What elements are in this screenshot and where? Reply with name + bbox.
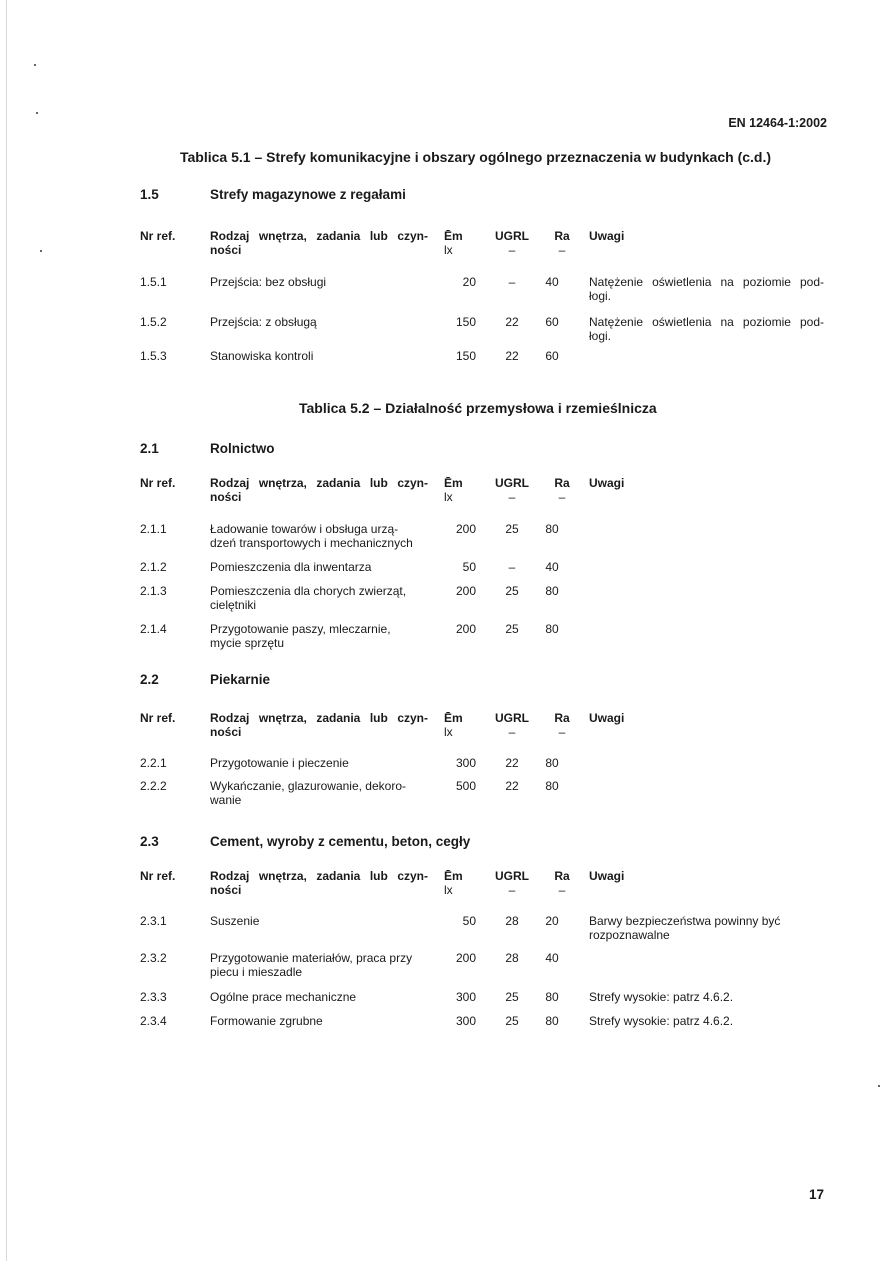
section-number: 2.2 <box>140 672 159 687</box>
row-ugr: 22 <box>505 756 519 770</box>
row-ugr: 22 <box>505 779 519 793</box>
row-ref: 2.3.4 <box>140 1014 167 1028</box>
col-header-em: Ēm lx <box>444 711 463 739</box>
col-header-ra: Ra – <box>554 711 570 739</box>
col-header-em: Ēm lx <box>444 476 463 504</box>
col-header-ugr: UGRL – <box>495 711 529 739</box>
row-ref: 1.5.3 <box>140 349 167 363</box>
section-title: Rolnictwo <box>210 441 275 456</box>
row-ra: 80 <box>545 990 559 1004</box>
row-ref: 2.1.1 <box>140 522 167 536</box>
row-em: 150 <box>455 315 476 329</box>
row-em: 300 <box>455 990 476 1004</box>
row-ref: 2.2.2 <box>140 779 167 793</box>
col-header-notes: Uwagi <box>589 476 625 490</box>
col-header-ra: Ra – <box>554 869 570 897</box>
row-area: Przygotowanie i pieczenie <box>210 756 349 770</box>
row-area: Pomieszczenia dla inwentarza <box>210 560 372 574</box>
col-header-notes: Uwagi <box>589 229 625 243</box>
col-header-ref: Nr ref. <box>140 711 176 725</box>
row-ugr: – <box>508 560 516 574</box>
scan-speck <box>36 112 38 114</box>
row-ra: 60 <box>545 315 559 329</box>
row-area: Pomieszczenia dla chorych zwierząt, cielętniki <box>210 584 407 612</box>
col-header-notes: Uwagi <box>589 711 625 725</box>
row-notes: Natężenie oświetlenia na poziomie pod- łogi. <box>589 315 824 343</box>
row-area: Wykańczanie, glazurowanie, dekoro- wanie <box>210 779 406 807</box>
row-area: Ładowanie towarów i obsługa urzą- dzeń transportowych i mechanicznych <box>210 522 413 550</box>
col-header-ref: Nr ref. <box>140 476 176 490</box>
row-notes: Barwy bezpieczeństwa powinny być rozpoznawalne <box>589 914 781 942</box>
col-header-area: Rodzaj wnętrza, zadania lub czyn- ności <box>210 711 428 739</box>
section-title: Piekarnie <box>210 672 271 687</box>
row-ref: 2.3.3 <box>140 990 167 1004</box>
row-em: 150 <box>455 349 476 363</box>
row-area: Przygotowanie materiałów, praca przy piecu i mieszadle <box>210 951 413 979</box>
row-ra: 80 <box>545 522 559 536</box>
row-ra: 80 <box>545 584 559 598</box>
row-area: Przejścia: z obsługą <box>210 315 317 329</box>
row-ref: 2.2.1 <box>140 756 167 770</box>
row-ref: 1.5.2 <box>140 315 167 329</box>
row-ugr: 28 <box>505 914 519 928</box>
row-em: 50 <box>462 914 476 928</box>
row-area: Formowanie zgrubne <box>210 1014 323 1028</box>
row-ugr: – <box>508 275 516 289</box>
col-header-ugr: UGRL – <box>495 229 529 257</box>
row-ugr: 28 <box>505 951 519 965</box>
row-ugr: 25 <box>505 522 519 536</box>
row-ra: 40 <box>545 560 559 574</box>
row-em: 500 <box>455 779 476 793</box>
row-em: 200 <box>455 622 476 636</box>
row-ugr: 25 <box>505 990 519 1004</box>
row-em: 200 <box>455 522 476 536</box>
row-ref: 2.1.3 <box>140 584 167 598</box>
row-area: Przygotowanie paszy, mleczarnie, mycie sprzętu <box>210 622 391 650</box>
row-em: 200 <box>455 951 476 965</box>
row-ra: 40 <box>545 275 559 289</box>
col-header-ref: Nr ref. <box>140 869 176 883</box>
row-ra: 80 <box>545 756 559 770</box>
row-notes: Strefy wysokie: patrz 4.6.2. <box>589 990 734 1004</box>
scan-speck <box>40 250 42 252</box>
scan-edge-line <box>6 0 7 1261</box>
standard-id: EN 12464-1:2002 <box>728 116 827 130</box>
section-title: Strefy magazynowe z regałami <box>210 187 406 202</box>
row-ugr: 22 <box>505 349 519 363</box>
row-ugr: 25 <box>505 622 519 636</box>
table-5-1-title: Tablica 5.1 – Strefy komunikacyjne i obszary ogólnego przeznaczenia w budynkach (c.d.) <box>180 149 772 165</box>
row-ugr: 22 <box>505 315 519 329</box>
row-ra: 40 <box>545 951 559 965</box>
row-ref: 2.1.4 <box>140 622 167 636</box>
col-header-area: Rodzaj wnętrza, zadania lub czyn- ności <box>210 229 428 257</box>
row-area: Przejścia: bez obsługi <box>210 275 327 289</box>
col-header-em: Ēm lx <box>444 229 463 257</box>
row-em: 300 <box>455 756 476 770</box>
row-em: 300 <box>455 1014 476 1028</box>
section-number: 2.1 <box>140 441 159 456</box>
row-ugr: 25 <box>505 1014 519 1028</box>
row-ra: 80 <box>545 779 559 793</box>
col-header-ugr: UGRL – <box>495 869 529 897</box>
row-em: 50 <box>462 560 476 574</box>
row-ref: 1.5.1 <box>140 275 167 289</box>
row-notes: Natężenie oświetlenia na poziomie pod- łogi. <box>589 275 824 303</box>
col-header-area: Rodzaj wnętrza, zadania lub czyn- ności <box>210 476 428 504</box>
col-header-ugr: UGRL – <box>495 476 529 504</box>
row-em: 20 <box>462 275 476 289</box>
col-header-notes: Uwagi <box>589 869 625 883</box>
row-ugr: 25 <box>505 584 519 598</box>
section-number: 1.5 <box>140 187 159 202</box>
row-notes: Strefy wysokie: patrz 4.6.2. <box>589 1014 734 1028</box>
col-header-em: Ēm lx <box>444 869 463 897</box>
row-ref: 2.3.1 <box>140 914 167 928</box>
col-header-ra: Ra – <box>554 476 570 504</box>
row-area: Suszenie <box>210 914 260 928</box>
row-em: 200 <box>455 584 476 598</box>
page-number: 17 <box>808 1187 824 1202</box>
row-ra: 80 <box>545 1014 559 1028</box>
table-5-2-title: Tablica 5.2 – Działalność przemysłowa i rzemieślnicza <box>299 400 657 416</box>
section-number: 2.3 <box>140 834 159 849</box>
row-ref: 2.3.2 <box>140 951 167 965</box>
row-ref: 2.1.2 <box>140 560 167 574</box>
col-header-ra: Ra – <box>554 229 570 257</box>
col-header-area: Rodzaj wnętrza, zadania lub czyn- ności <box>210 869 428 897</box>
col-header-ref: Nr ref. <box>140 229 176 243</box>
scan-speck <box>34 64 36 66</box>
row-ra: 60 <box>545 349 559 363</box>
row-area: Stanowiska kontroli <box>210 349 314 363</box>
row-area: Ogólne prace mechaniczne <box>210 990 357 1004</box>
row-ra: 80 <box>545 622 559 636</box>
scan-speck <box>878 1085 880 1087</box>
row-ra: 20 <box>545 914 559 928</box>
section-title: Cement, wyroby z cementu, beton, cegły <box>210 834 471 849</box>
